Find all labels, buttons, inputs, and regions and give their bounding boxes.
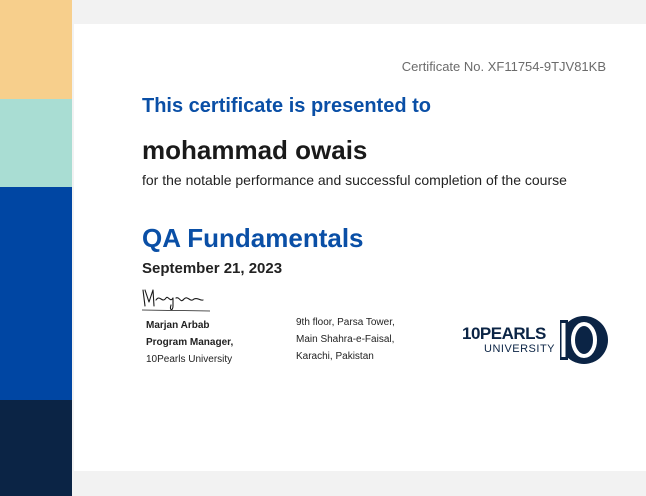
completion-date: September 21, 2023 (142, 260, 283, 277)
recipient-name: mohammad owais (142, 135, 368, 165)
course-title: QA Fundamentals (142, 223, 364, 253)
completion-description: for the notable performance and successful completion of the course (142, 172, 567, 188)
signatory-block (146, 317, 233, 368)
signature-image (140, 286, 212, 316)
address-line3: Karachi, Pakistan (296, 351, 374, 362)
logo-line1: 10PEARLS (462, 324, 546, 343)
signatory-name: Marjan Arbab (146, 320, 210, 331)
10pearls-university-logo (462, 314, 608, 366)
decor-band-peach (0, 0, 72, 99)
presented-to-heading: This certificate is presented to (142, 95, 431, 117)
signatory-org: 10Pearls University (146, 354, 233, 365)
decor-band-navy (0, 400, 72, 496)
logo-line2: UNIVERSITY (484, 343, 556, 355)
address-line2: Main Shahra-e-Faisal, (296, 334, 395, 345)
address-block (296, 314, 395, 365)
logo-mark-icon (556, 314, 608, 366)
certificate-sheet (74, 24, 646, 471)
decor-band-mint (0, 99, 72, 187)
certificate-number: Certificate No. XF11754-9TJV81KB (401, 59, 606, 74)
address-line1: 9th floor, Parsa Tower, (296, 317, 395, 328)
decor-band-blue (0, 187, 72, 400)
signatory-title: Program Manager, (146, 337, 234, 348)
